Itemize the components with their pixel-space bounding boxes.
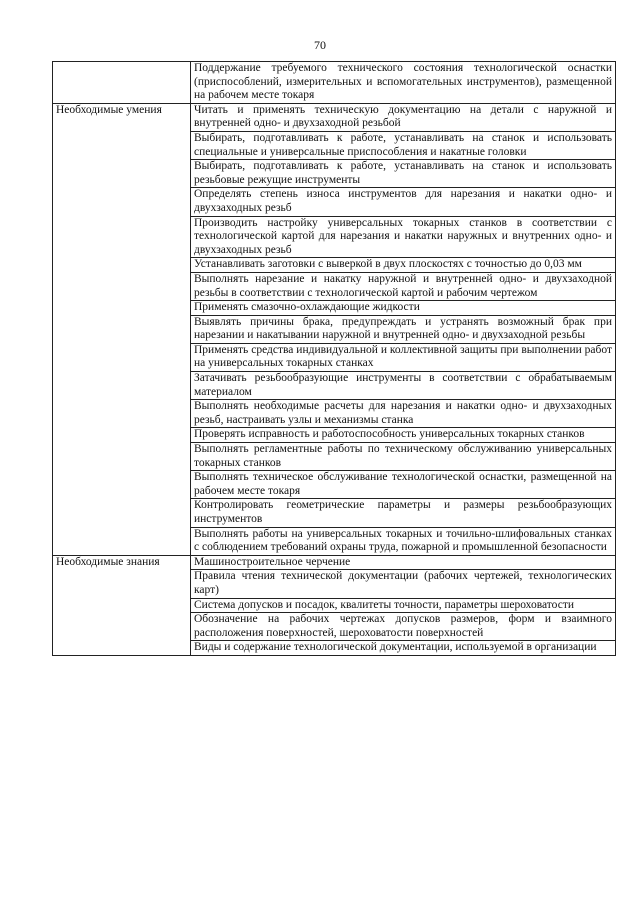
category-cell: Необходимые знания [53, 555, 191, 655]
requirement-cell: Выполнять регламентные работы по техническому обслуживанию универсальных токарных станков [191, 443, 616, 471]
table-row [53, 555, 616, 570]
requirement-cell: Машиностроительное черчение [191, 555, 616, 570]
requirement-cell: Контролировать геометрические параметры и размеры резьбообразующих инструментов [191, 499, 616, 527]
requirement-cell: Применять средства индивидуальной и коллективной защиты при выполнении работ на универсальных токарных станках [191, 343, 616, 371]
requirement-cell: Правила чтения технической документации (рабочих чертежей, технологических карт) [191, 570, 616, 598]
requirement-cell: Выбирать, подготавливать к работе, устанавливать на станок и использовать резьбовые режущие инструменты [191, 160, 616, 188]
category-cell: Необходимые умения [53, 103, 191, 555]
requirement-cell: Затачивать резьбообразующие инструменты в соответствии с обрабатываемым материалом [191, 372, 616, 400]
requirement-cell: Выполнять техническое обслуживание технологической оснастки, размещенной на рабочем месте токаря [191, 471, 616, 499]
category-cell [53, 62, 191, 104]
requirements-table [52, 61, 616, 656]
requirement-cell: Виды и содержание технологической документации, используемой в организации [191, 641, 616, 656]
requirement-cell: Применять смазочно-охлаждающие жидкости [191, 301, 616, 316]
table-row [53, 103, 616, 131]
table-row [53, 62, 616, 104]
requirement-cell: Читать и применять техническую документацию на детали с наружной и внутренней одно- и двухзаходной резьбой [191, 103, 616, 131]
requirement-cell: Выполнять работы на универсальных токарных и точильно-шлифовальных станках с соблюдением требований охраны труда, пожарной и промышленной безопасности [191, 527, 616, 555]
requirement-cell: Поддержание требуемого технического состояния технологической оснастки (приспособлений, измерительных и вспомогательных инструментов), размещенной на рабочем месте токаря [191, 62, 616, 104]
requirement-cell: Выполнять необходимые расчеты для нарезания и накатки одно- и двухзаходных резьб, настраивать узлы и механизмы станка [191, 400, 616, 428]
requirement-cell: Система допусков и посадок, квалитеты точности, параметры шероховатости [191, 598, 616, 613]
requirement-cell: Выбирать, подготавливать к работе, устанавливать на станок и использовать специальные и универсальные приспособления и накатные головки [191, 131, 616, 159]
requirements-table-body [53, 62, 616, 656]
requirement-cell: Определять степень износа инструментов для нарезания и накатки одно- и двухзаходных резьб [191, 188, 616, 216]
requirement-cell: Выполнять нарезание и накатку наружной и внутренней одно- и двухзаходной резьбы в соответствии с технологической картой и рабочим чертежом [191, 272, 616, 300]
requirement-cell: Производить настройку универсальных токарных станков в соответствии с технологической картой для нарезания и накатки наружных и внутренних одно- и двухзаходных резьб [191, 216, 616, 258]
page-number: 70 [314, 38, 326, 52]
requirement-cell: Устанавливать заготовки с выверкой в двух плоскостях с точностью до 0,03 мм [191, 258, 616, 273]
requirement-cell: Выявлять причины брака, предупреждать и устранять возможный брак при нарезании и накатывании наружной и внутренней одно- и двухзаходной резьбы [191, 315, 616, 343]
requirement-cell: Обозначение на рабочих чертежах допусков размеров, форм и взаимного расположения поверхностей, шероховатости поверхностей [191, 613, 616, 641]
requirement-cell: Проверять исправность и работоспособность универсальных токарных станков [191, 428, 616, 443]
